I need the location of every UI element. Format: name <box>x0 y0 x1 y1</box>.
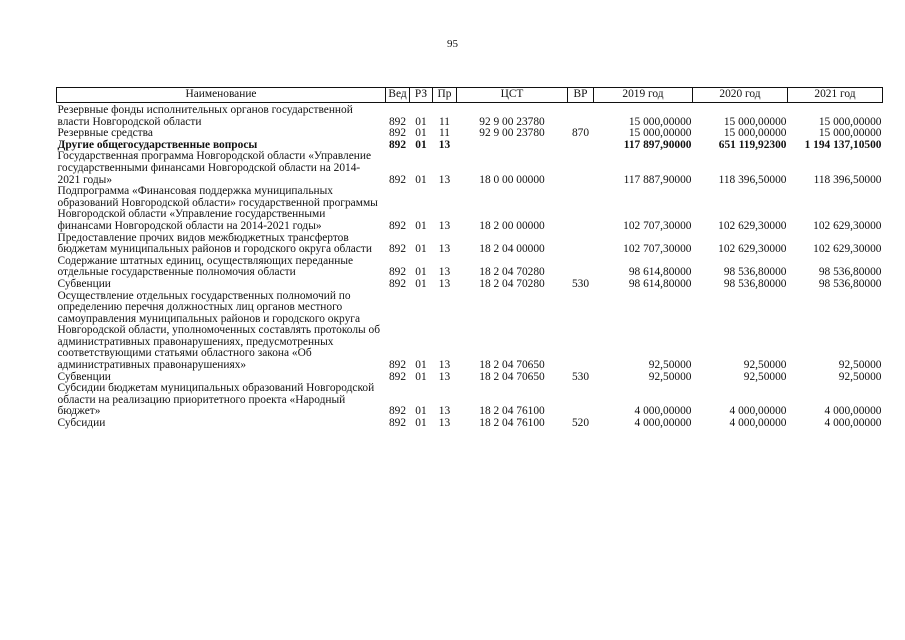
row-2019: 102 707,30000 <box>623 243 692 256</box>
row-name: Резервные фонды исполнительных органов государственной власти Новгородской области <box>57 104 353 128</box>
row-2019: 92,50000 <box>648 359 692 372</box>
row-rz: 01 <box>415 266 427 279</box>
row-pr: 13 <box>438 359 451 372</box>
row-ved: 892 <box>388 243 407 256</box>
row-2021: 92,50000 <box>838 370 882 383</box>
header-rz: РЗ <box>410 88 433 103</box>
row-cst <box>457 140 568 152</box>
row-vr <box>568 256 594 279</box>
row-2020: 118 396,50000 <box>718 173 787 186</box>
row-ved: 892 <box>388 359 407 372</box>
row-2021: 98 536,80000 <box>818 266 882 279</box>
row-2019: 117 897,90000 <box>623 138 692 151</box>
row-ved: 892 <box>388 138 407 151</box>
row-2020: 651 119,92300 <box>718 138 787 151</box>
header-cst: ЦСТ <box>457 88 568 103</box>
row-vr: 530 <box>571 370 590 383</box>
row-cst: 92 9 00 23780 <box>479 115 545 128</box>
row-pr: 13 <box>438 243 451 256</box>
row-2021: 102 629,30000 <box>813 219 882 232</box>
row-rz: 01 <box>415 359 427 372</box>
table-row <box>57 233 883 256</box>
header-row <box>57 88 883 103</box>
row-2019: 15 000,00000 <box>628 127 692 140</box>
table-row <box>57 103 883 129</box>
row-pr: 13 <box>438 370 451 383</box>
row-cst: 92 9 00 23780 <box>479 127 545 140</box>
row-ved: 892 <box>388 173 407 186</box>
row-ved: 892 <box>388 370 407 383</box>
row-rz: 01 <box>415 243 427 256</box>
table-row <box>57 291 883 372</box>
row-2020: 102 629,30000 <box>718 219 787 232</box>
table-row <box>57 186 883 232</box>
row-ved: 892 <box>388 417 407 430</box>
row-pr: 13 <box>438 417 451 430</box>
row-pr: 13 <box>438 266 451 279</box>
row-vr <box>568 291 594 372</box>
row-2020: 15 000,00000 <box>723 127 787 140</box>
row-rz: 01 <box>415 405 427 418</box>
row-ved: 892 <box>388 277 407 290</box>
row-rz: 01 <box>415 417 427 430</box>
header-pr: Пр <box>433 88 457 103</box>
row-cst: 18 2 04 70650 <box>479 370 545 383</box>
row-vr <box>568 383 594 418</box>
row-vr <box>568 103 594 129</box>
row-rz: 01 <box>415 127 427 140</box>
row-name: Подпрограмма «Финансовая поддержка муниципальных образований Новгородской области» государственной программы Новгородской области «Управление государственными финансами Новгородской области на 2014-2021 годы» <box>57 185 378 232</box>
row-2019: 117 887,90000 <box>623 173 692 186</box>
row-vr: 870 <box>571 127 590 140</box>
row-pr: 13 <box>438 405 451 418</box>
row-2019: 4 000,00000 <box>634 405 692 418</box>
row-2021: 102 629,30000 <box>813 243 882 256</box>
row-2021: 98 536,80000 <box>818 277 882 290</box>
row-vr <box>568 151 594 186</box>
row-rz: 01 <box>415 219 427 232</box>
row-name: Другие общегосударственные вопросы <box>57 138 258 151</box>
row-vr <box>568 186 594 232</box>
row-2020: 102 629,30000 <box>718 243 787 256</box>
row-2020: 92,50000 <box>743 359 787 372</box>
budget-table <box>56 87 883 430</box>
row-2020: 92,50000 <box>743 370 787 383</box>
row-cst: 18 2 04 70280 <box>479 266 545 279</box>
row-cst: 18 2 04 76100 <box>479 417 545 430</box>
row-rz: 01 <box>415 173 427 186</box>
header-2021: 2021 год <box>788 88 883 103</box>
row-ved: 892 <box>388 127 407 140</box>
row-2021: 15 000,00000 <box>818 115 882 128</box>
table-row <box>57 256 883 279</box>
page-number: 95 <box>447 38 458 50</box>
row-name: Осуществление отдельных государственных полномочий по определению перечня должностных лиц органов местного самоуправления муниципальных районов и городского округа Новгородской области, уполномоченных составлять протоколы об административных правонарушениях, предусмотренных соответствующими статьями областного закона «Об административных правонарушениях» <box>57 289 381 372</box>
header-name: Наименование <box>57 88 386 103</box>
row-pr: 13 <box>438 219 451 232</box>
row-2021: 1 194 137,10500 <box>804 138 882 151</box>
table-row <box>57 383 883 418</box>
row-pr: 13 <box>438 173 451 186</box>
row-pr: 11 <box>439 115 450 128</box>
row-cst: 18 2 04 76100 <box>479 405 545 418</box>
row-ved: 892 <box>388 115 407 128</box>
header-2019: 2019 год <box>594 88 693 103</box>
row-name: Субсидии бюджетам муниципальных образований Новгородской области на реализацию приоритетного проекта «Народный бюджет» <box>57 382 375 418</box>
row-rz: 01 <box>415 277 427 290</box>
row-2019: 15 000,00000 <box>628 115 692 128</box>
row-ved: 892 <box>388 266 407 279</box>
row-pr: 13 <box>438 277 451 290</box>
row-2020: 98 536,80000 <box>723 277 787 290</box>
header-2020: 2020 год <box>693 88 788 103</box>
row-2020: 15 000,00000 <box>723 115 787 128</box>
row-2020: 4 000,00000 <box>729 417 787 430</box>
row-2021: 15 000,00000 <box>818 127 882 140</box>
row-name: Предоставление прочих видов межбюджетных трансфертов бюджетам муниципальных районов и городского округа области <box>57 231 372 256</box>
row-name: Государственная программа Новгородской области «Управление государственными финансами Новгородской области на 2014-2021 годы» <box>57 150 372 186</box>
row-cst: 18 2 00 00000 <box>479 219 545 232</box>
row-vr: 520 <box>571 417 590 430</box>
row-cst: 18 2 04 00000 <box>479 243 545 256</box>
header-ved: Вед <box>386 88 410 103</box>
table-row <box>57 151 883 186</box>
row-2019: 102 707,30000 <box>623 219 692 232</box>
row-2019: 98 614,80000 <box>628 266 692 279</box>
row-pr: 11 <box>439 127 450 140</box>
row-cst: 18 2 04 70650 <box>479 359 545 372</box>
row-name: Субвенции <box>57 277 111 290</box>
row-rz: 01 <box>415 115 427 128</box>
row-2021: 118 396,50000 <box>813 173 882 186</box>
row-pr: 13 <box>438 138 451 151</box>
row-2021: 4 000,00000 <box>824 417 882 430</box>
table-row <box>57 418 883 430</box>
row-name: Содержание штатных единиц, осуществляющих переданные отдельные государственные полномочия области <box>57 254 354 279</box>
row-vr <box>568 233 594 256</box>
header-vr: ВР <box>568 88 594 103</box>
row-name: Субвенции <box>57 370 111 383</box>
row-vr <box>568 140 594 152</box>
row-name: Резервные средства <box>57 127 153 140</box>
row-2020: 4 000,00000 <box>729 405 787 418</box>
row-2019: 98 614,80000 <box>628 277 692 290</box>
row-vr: 530 <box>571 277 590 290</box>
row-name: Субсидии <box>57 417 106 430</box>
table-row <box>57 279 883 291</box>
row-ved: 892 <box>388 219 407 232</box>
row-rz: 01 <box>415 370 427 383</box>
row-cst: 18 2 04 70280 <box>479 277 545 290</box>
row-rz: 01 <box>415 138 427 151</box>
row-2019: 4 000,00000 <box>634 417 692 430</box>
row-2020: 98 536,80000 <box>723 266 787 279</box>
row-2019: 92,50000 <box>648 370 692 383</box>
row-cst: 18 0 00 00000 <box>479 173 545 186</box>
row-2021: 4 000,00000 <box>824 405 882 418</box>
row-ved: 892 <box>388 405 407 418</box>
row-2021: 92,50000 <box>838 359 882 372</box>
